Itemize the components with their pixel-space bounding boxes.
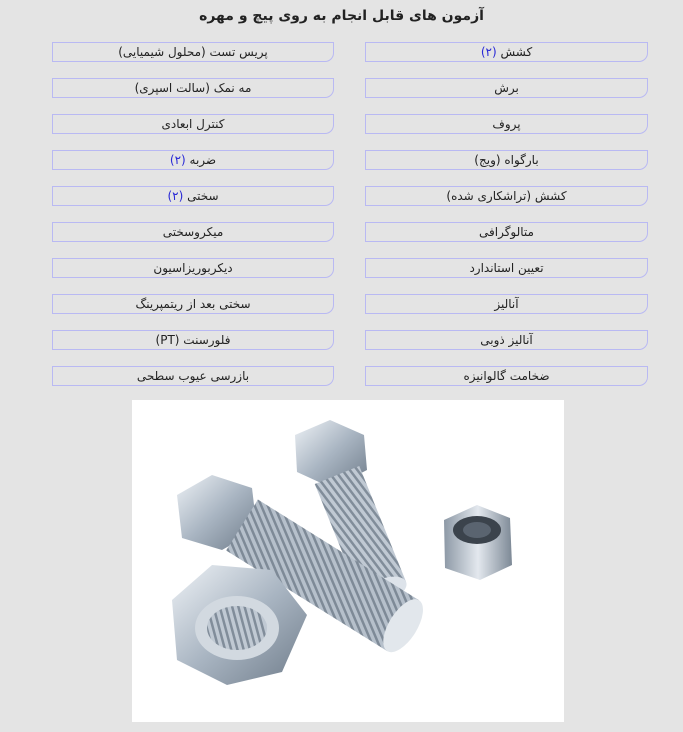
test-item-retempering-hardness[interactable]	[52, 294, 334, 314]
count-badge: (۲)	[167, 189, 184, 203]
test-item-galvanize-thickness[interactable]	[365, 366, 648, 386]
test-item-press-test[interactable]	[52, 42, 334, 62]
test-label: میکروسختی	[162, 225, 224, 239]
bolts-and-nuts-photo-icon	[132, 400, 564, 722]
test-label: پریس تست (محلول شیمیایی)	[118, 45, 268, 59]
test-label: فلورسنت (PT)	[155, 333, 231, 347]
test-item-salt-spray[interactable]	[52, 78, 334, 98]
count-badge: (۲)	[480, 45, 497, 59]
test-label: ضخامت گالوانیزه	[463, 369, 550, 383]
test-label: سختی بعد از ریتمپرینگ	[135, 297, 251, 311]
test-label: بازرسی عیوب سطحی	[136, 369, 250, 383]
bolts-nuts-image	[132, 400, 564, 722]
test-label: مه نمک (سالت اسپری)	[134, 81, 252, 95]
test-label: آنالیز	[494, 297, 519, 311]
test-item-melt-analysis[interactable]	[365, 330, 648, 350]
test-item-surface-defects[interactable]	[52, 366, 334, 386]
test-label: کشش (تراشکاری شده)	[446, 189, 567, 203]
test-item-analysis[interactable]	[365, 294, 648, 314]
test-item-machined-tension[interactable]	[365, 186, 648, 206]
test-item-microhardness[interactable]	[52, 222, 334, 242]
test-item-standard-determination[interactable]	[365, 258, 648, 278]
test-item-decarburization[interactable]	[52, 258, 334, 278]
test-label: برش	[494, 81, 519, 95]
test-item-shear[interactable]	[365, 78, 648, 98]
test-label: دیکربوریزاسیون	[153, 261, 233, 275]
test-item-proof[interactable]	[365, 114, 648, 134]
test-label: کشش	[500, 45, 533, 59]
test-label: تعیین استاندارد	[469, 261, 544, 275]
test-item-tension[interactable]	[365, 42, 648, 62]
test-label: پروف	[492, 117, 521, 131]
test-item-metallography[interactable]	[365, 222, 648, 242]
count-badge: (۲)	[169, 153, 186, 167]
test-label: کنترل ابعادی	[161, 117, 225, 131]
test-label: آنالیز ذوبی	[480, 333, 533, 347]
test-item-impact[interactable]	[52, 150, 334, 170]
page-title: آزمون های قابل انجام به روی پیچ و مهره	[199, 8, 484, 24]
test-label: متالوگرافی	[479, 225, 534, 239]
test-item-wedge-load[interactable]	[365, 150, 648, 170]
test-label: ضربه	[189, 153, 217, 167]
test-label: بارگواه (ویج)	[474, 153, 539, 167]
test-item-hardness[interactable]	[52, 186, 334, 206]
test-item-fluorescent-pt[interactable]	[52, 330, 334, 350]
test-label: سختی	[187, 189, 219, 203]
test-item-dimensional-control[interactable]	[52, 114, 334, 134]
